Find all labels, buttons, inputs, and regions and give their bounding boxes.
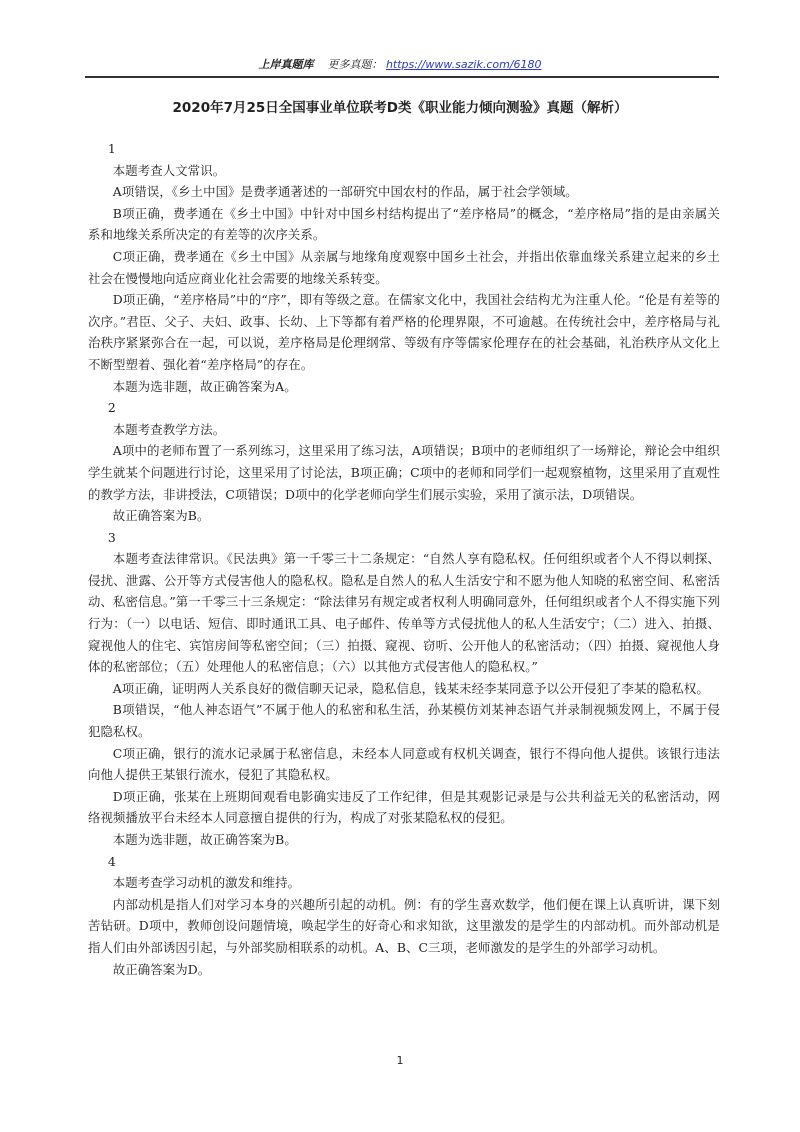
header-label: 更多真题： bbox=[327, 58, 383, 71]
question-number: 2 bbox=[107, 400, 116, 416]
paragraph: 本题为选非题，故正确答案为A。 bbox=[112, 378, 297, 394]
document-title: 2020年7月25日全国事业单位联考D类《职业能力倾向测验》真题（解析） bbox=[172, 100, 628, 116]
paragraph: D项正确，张某在上班期间观看电影确实违反了工作纪律，但是其观影记录是与公共利益无关的私密活动，网络视频播放平台未经本人同意擅自提供的行为，构成了对张某隐私权的侵犯。 bbox=[88, 788, 720, 826]
paragraph: 本题考查法律常识。《民法典》第一千零三十二条规定：“自然人享有隐私权。任何组织或者个人不得以刺探、侵扰、泄露、公开等方式侵害他人的隐私权。隐私是自然人的私人生活安宁和不愿为他人知晓的私密空间、私密活动、私密信息。”第一千零三十三条规定：“除法律另有规定或者权利人明确同意外，任何组织或者个人不得实施下列行为：（一）以电话、短信、即时通讯工具、电子邮件、传单等方式侵扰他人的私人生活安宁；（二）进入、拍摄、窥视他人的住宅、宾馆房间等私密空间；（三）拍摄、窥视、窃听、公开他人的私密活动；（四）拍摄、窥视他人身体的私密部位；（五）处理他人的私密信息；（六）以其他方式侵害他人的隐私权。” bbox=[88, 551, 720, 675]
paragraph: 本题考查学习动机的激发和维持。 bbox=[112, 875, 301, 891]
paragraph: 本题为选非题，故正确答案为B。 bbox=[112, 832, 297, 847]
paragraph: C项正确，费孝通在《乡土中国》从亲属与地缘角度观察中国乡土社会，并指出依靠血缘关系建立起来的乡土社会在慢慢地向适应商业化社会需要的地缘关系转变。 bbox=[88, 248, 720, 286]
page-header bbox=[0, 56, 800, 72]
paragraph: A项中的老师布置了一系列练习，这里采用了练习法，A项错误；B项中的老师组织了一场辩论，辩论会中组织学生就某个问题进行讨论，这里采用了讨论法，B项正确；C项中的老师和同学们一起观察植物，这里采用了直观性的教学方法，非讲授法，C项错误；D项中的化学老师向学生们展示实验，采用了演示法，D项错误。 bbox=[88, 443, 720, 502]
paragraph: B项正确，费孝通在《乡土中国》中针对中国乡村结构提出了“差序格局”的概念，“差序格局”指的是由亲属关系和地缘关系所决定的有差等的次序关系。 bbox=[88, 205, 720, 243]
question-number: 1 bbox=[107, 141, 116, 156]
document-body bbox=[88, 138, 720, 980]
paragraph: 本题考查教学方法。 bbox=[112, 421, 226, 437]
paragraph: C项正确，银行的流水记录属于私密信息，未经本人同意或有权机关调查，银行不得向他人提供。该银行违法向他人提供王某银行流水，侵犯了其隐私权。 bbox=[88, 745, 720, 783]
paragraph: D项正确，“差序格局”中的“序”，即有等级之意。在儒家文化中，我国社会结构尤为注重人伦。“伦是有差等的次序。”君臣、父子、夫妇、政事、长幼、上下等都有着严格的伦理界限，不可逾越。在传统社会中，差序格局与礼治秩序紧紧弥合在一起，可以说，差序格局是伦理纲常、等级有序等儒家伦理存在的社会基础，礼治秩序从文化上不断型塑着、强化着“差序格局”的存在。 bbox=[88, 292, 720, 372]
paragraph: 故正确答案为B。 bbox=[112, 508, 210, 524]
paragraph: B项错误，“他人神态语气”不属于他人的私密和私生活，孙某模仿刘某神态语气并录制视频发网上，不属于侵犯隐私权。 bbox=[88, 702, 720, 740]
paragraph: 内部动机是指人们对学习本身的兴趣所引起的动机。例：有的学生喜欢数学，他们便在课上认真听讲，课下刻苦钻研。D项中，教师创设问题情境，唤起学生的好奇心和求知欲，这里激发的是学生的内部动机。而外部动机是指人们由外部诱因引起，与外部奖励相联系的动机。A、B、C三项，老师激发的是学生的外部学习动机。 bbox=[88, 896, 720, 955]
header-brand: 上岸真题库 bbox=[258, 58, 314, 71]
paragraph: 故正确答案为D。 bbox=[112, 961, 211, 977]
paragraph: A项正确，证明两人关系良好的微信聊天记录，隐私信息，钱某未经李某同意予以公开侵犯了李某的隐私权。 bbox=[112, 680, 709, 696]
header-url-link[interactable]: https://www.sazik.com/6180 bbox=[385, 58, 542, 71]
paragraph: 本题考查人文常识。 bbox=[112, 162, 226, 178]
question-number: 4 bbox=[107, 853, 116, 869]
question-number: 3 bbox=[107, 529, 116, 545]
page-number: 1 bbox=[396, 1054, 404, 1067]
header-divider bbox=[85, 76, 719, 78]
paragraph: A项错误，《乡土中国》是费孝通著述的一部研究中国农村的作品，属于社会学领域。 bbox=[112, 184, 578, 200]
